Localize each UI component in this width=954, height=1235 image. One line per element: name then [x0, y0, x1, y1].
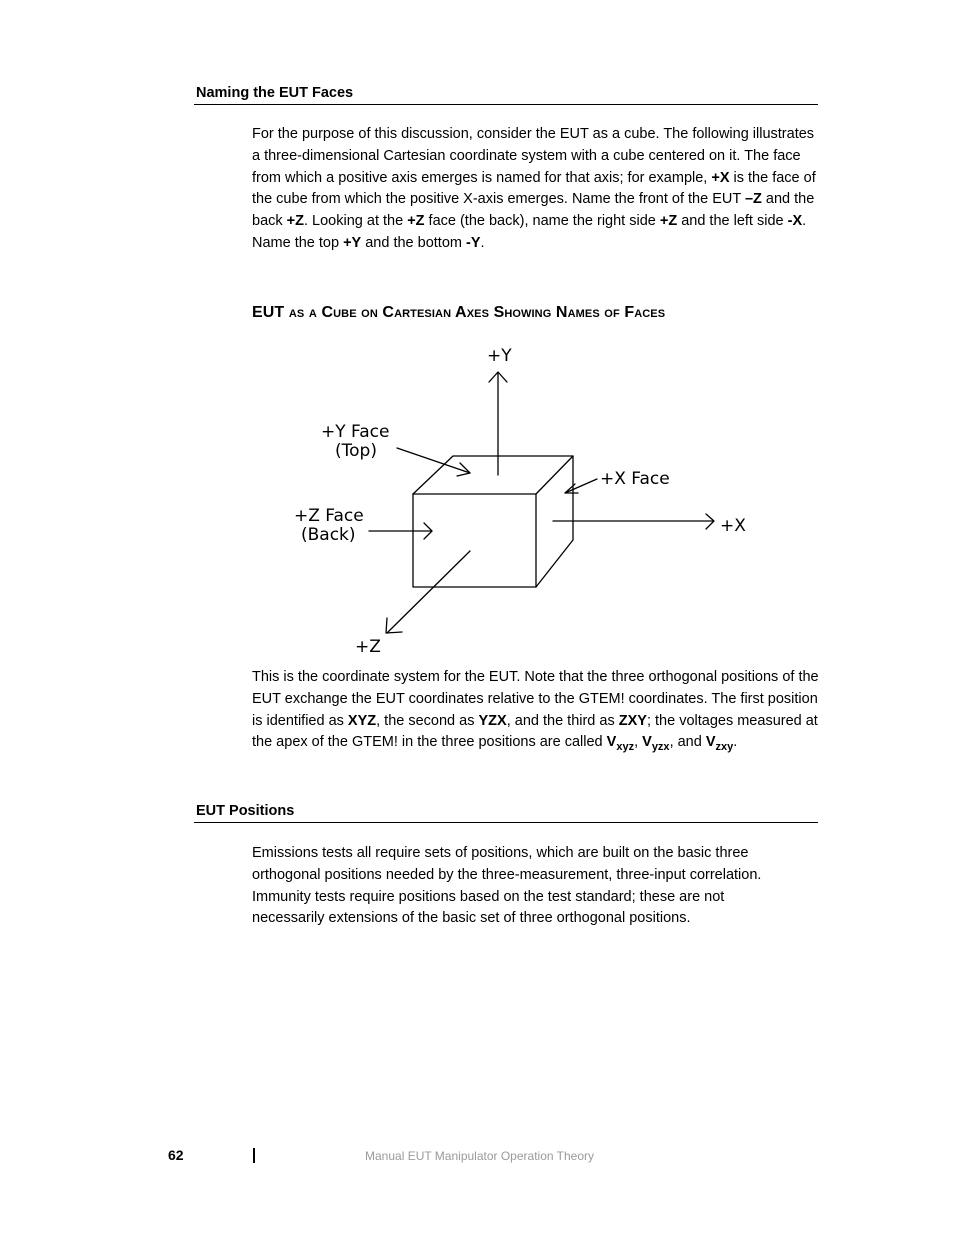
- y-face-label: +Y Face: [321, 422, 390, 442]
- plus-z-label: +Z: [355, 637, 381, 657]
- positions-paragraph: Emissions tests all require sets of positions, which are built on the basic three orthogonal positions needed by the three-measurement, three-input correlation. Immunity tests require positions based on the test standard; these are not necessarily extensions of the basic set of three orthogonal positions.: [252, 845, 762, 927]
- coordinate-paragraph: This is the coordinate system for the EUT. Note that the three orthogonal positions of the EUT exchange the EUT coordinates relative to the GTEM! coordinates. The first position is identified as XYZ, the second as YZX, and the third as ZXY; the voltages measured at the apex of the GTEM! in the three positions are called $V_{xyz}$, $V_{yzx}$, and $V_{zxy}$.: [252, 669, 819, 754]
- section-heading-naming-faces: Naming the EUT Faces: [194, 84, 818, 105]
- footer-divider: [253, 1148, 255, 1163]
- plus-y-label: +Y: [487, 346, 512, 366]
- intro-paragraph: For the purpose of this discussion, consider the EUT as a cube. The following illustrates a three-dimensional Cartesian coordinate system with a cube centered on it. The face from which a positive axis emerges is named for that axis; for example, +X is the face of the cube from which the positive X-axis emerges. Name the front of the EUT –Z and the back +Z. Looking at the +Z face (the back), name the right side +Z and the left side -X. Name the top +Y and the bottom -Y.: [252, 126, 816, 251]
- page-number: 62: [168, 1147, 184, 1163]
- z-axis-line: [387, 551, 470, 633]
- cube-front-face: [413, 494, 536, 587]
- y-face-pointer: [397, 448, 470, 473]
- section-heading-eut-positions: EUT Positions: [194, 802, 818, 823]
- z-face-sublabel: (Back): [301, 525, 356, 545]
- figure-title: EUT as a Cube on Cartesian Axes Showing Names of Faces: [252, 304, 666, 321]
- plus-x-label: +X: [720, 516, 746, 536]
- x-face-label: +X Face: [600, 469, 670, 489]
- footer-title: Manual EUT Manipulator Operation Theory: [365, 1149, 595, 1163]
- x-face-pointer: [565, 479, 597, 493]
- z-face-label: +Z Face: [294, 506, 364, 526]
- y-face-sublabel: (Top): [335, 441, 377, 461]
